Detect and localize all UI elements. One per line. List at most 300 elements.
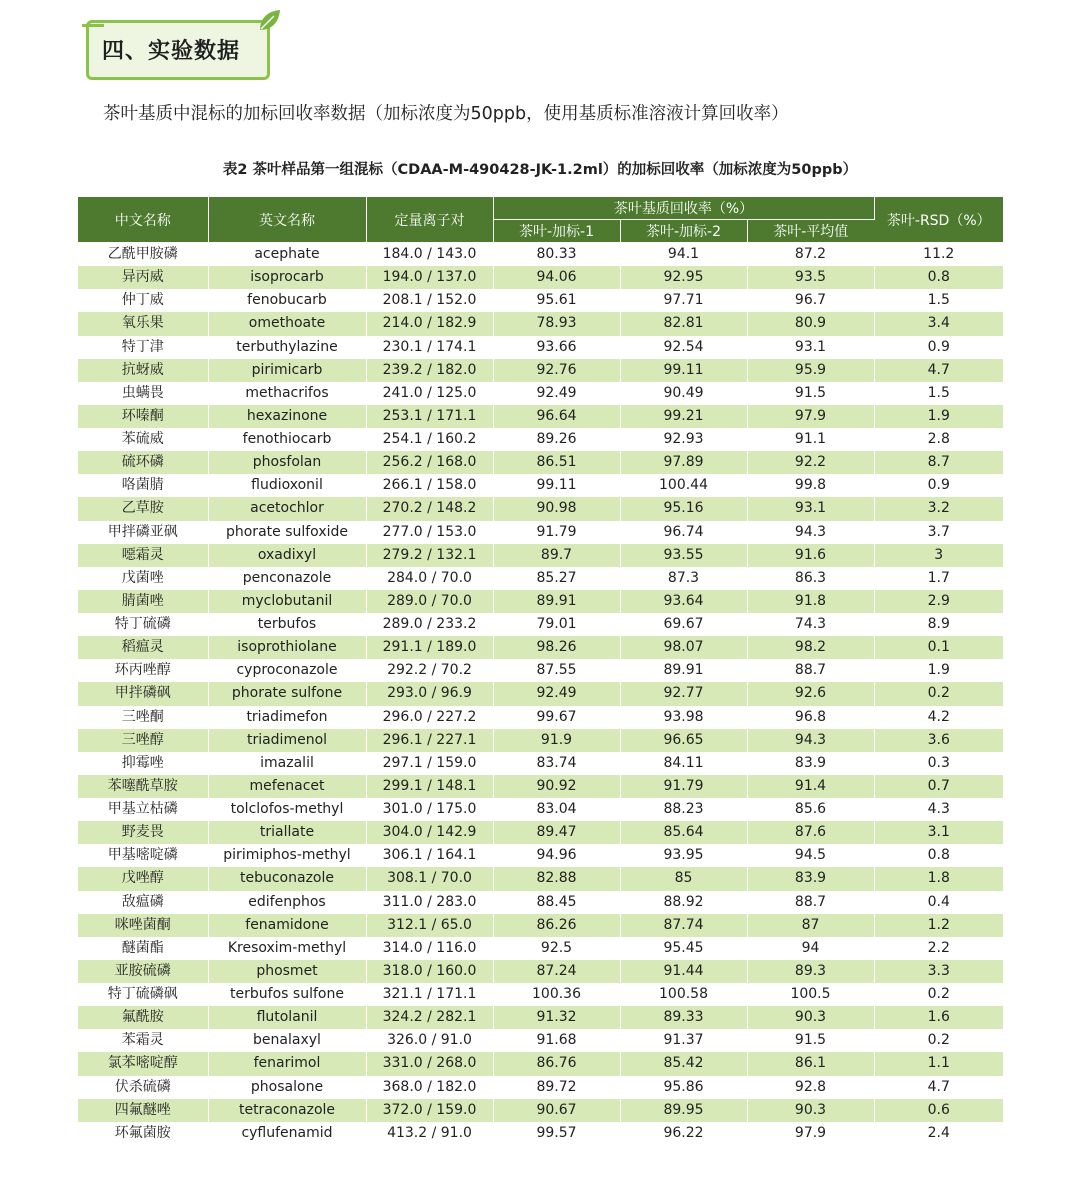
cell-average: 95.9 [747, 359, 874, 382]
cell-spike-2: 85 [620, 867, 747, 890]
cell-cn-name: 仲丁威 [78, 289, 208, 312]
cell-spike-1: 86.26 [493, 914, 620, 937]
cell-spike-2: 100.58 [620, 983, 747, 1006]
cell-average: 87.2 [747, 243, 874, 267]
cell-spike-2: 91.37 [620, 1029, 747, 1052]
cell-rsd: 1.5 [874, 382, 1003, 405]
table-row [78, 243, 1003, 267]
cell-en-name: triadimefon [208, 706, 366, 729]
cell-ion-pair: 306.1 / 164.1 [366, 844, 493, 867]
cell-spike-1: 89.91 [493, 590, 620, 613]
cell-rsd: 1.6 [874, 1006, 1003, 1029]
cell-rsd: 4.2 [874, 706, 1003, 729]
cell-spike-2: 89.33 [620, 1006, 747, 1029]
cell-spike-1: 93.66 [493, 336, 620, 359]
cell-cn-name: 乙草胺 [78, 497, 208, 520]
cell-average: 83.9 [747, 867, 874, 890]
cell-average: 96.7 [747, 289, 874, 312]
cell-ion-pair: 279.2 / 132.1 [366, 544, 493, 567]
cell-average: 91.5 [747, 382, 874, 405]
cell-cn-name: 戊唑醇 [78, 867, 208, 890]
header-recovery-group: 茶叶基质回收率（%） [493, 197, 874, 220]
cell-spike-1: 99.57 [493, 1122, 620, 1145]
cell-ion-pair: 331.0 / 268.0 [366, 1052, 493, 1075]
section-title: 四、实验数据 [102, 39, 241, 64]
cell-average: 88.7 [747, 659, 874, 682]
cell-rsd: 0.3 [874, 752, 1003, 775]
cell-spike-2: 84.11 [620, 752, 747, 775]
cell-spike-1: 79.01 [493, 613, 620, 636]
header-spike-2: 茶叶-加标-2 [620, 220, 747, 243]
cell-spike-1: 90.92 [493, 775, 620, 798]
cell-spike-1: 96.64 [493, 405, 620, 428]
table-row [78, 474, 1003, 497]
cell-spike-1: 87.24 [493, 960, 620, 983]
cell-rsd: 0.1 [874, 636, 1003, 659]
cell-en-name: myclobutanil [208, 590, 366, 613]
cell-ion-pair: 270.2 / 148.2 [366, 497, 493, 520]
cell-spike-1: 99.67 [493, 706, 620, 729]
cell-spike-2: 92.93 [620, 428, 747, 451]
cell-en-name: fludioxonil [208, 474, 366, 497]
cell-en-name: fenobucarb [208, 289, 366, 312]
header-en-name: 英文名称 [208, 197, 366, 243]
cell-spike-1: 91.32 [493, 1006, 620, 1029]
header-spike-1: 茶叶-加标-1 [493, 220, 620, 243]
cell-rsd: 0.2 [874, 682, 1003, 705]
table-row [78, 312, 1003, 335]
cell-cn-name: 敌瘟磷 [78, 891, 208, 914]
cell-ion-pair: 289.0 / 233.2 [366, 613, 493, 636]
table-row [78, 1122, 1003, 1145]
table-row [78, 405, 1003, 428]
cell-ion-pair: 293.0 / 96.9 [366, 682, 493, 705]
cell-spike-1: 95.61 [493, 289, 620, 312]
cell-ion-pair: 326.0 / 91.0 [366, 1029, 493, 1052]
cell-spike-2: 97.71 [620, 289, 747, 312]
cell-spike-2: 96.74 [620, 521, 747, 544]
table-row [78, 775, 1003, 798]
table-row [78, 636, 1003, 659]
cell-average: 91.5 [747, 1029, 874, 1052]
cell-average: 91.6 [747, 544, 874, 567]
cell-spike-1: 90.98 [493, 497, 620, 520]
cell-spike-1: 99.11 [493, 474, 620, 497]
cell-spike-1: 89.26 [493, 428, 620, 451]
cell-ion-pair: 291.1 / 189.0 [366, 636, 493, 659]
cell-spike-1: 91.79 [493, 521, 620, 544]
cell-rsd: 2.9 [874, 590, 1003, 613]
cell-average: 88.7 [747, 891, 874, 914]
cell-spike-2: 98.07 [620, 636, 747, 659]
cell-ion-pair: 299.1 / 148.1 [366, 775, 493, 798]
cell-ion-pair: 214.0 / 182.9 [366, 312, 493, 335]
cell-spike-2: 88.23 [620, 798, 747, 821]
table-row [78, 1052, 1003, 1075]
table-row [78, 706, 1003, 729]
cell-spike-1: 83.74 [493, 752, 620, 775]
cell-rsd: 0.6 [874, 1099, 1003, 1122]
cell-spike-1: 90.67 [493, 1099, 620, 1122]
table-row [78, 729, 1003, 752]
cell-ion-pair: 324.2 / 282.1 [366, 1006, 493, 1029]
header-cn-name: 中文名称 [78, 197, 208, 243]
cell-en-name: triadimenol [208, 729, 366, 752]
cell-cn-name: 咯菌腈 [78, 474, 208, 497]
cell-rsd: 1.5 [874, 289, 1003, 312]
cell-spike-2: 95.86 [620, 1076, 747, 1099]
cell-spike-2: 99.21 [620, 405, 747, 428]
cell-spike-2: 95.45 [620, 937, 747, 960]
cell-ion-pair: 297.1 / 159.0 [366, 752, 493, 775]
cell-cn-name: 甲基嘧啶磷 [78, 844, 208, 867]
table-row [78, 867, 1003, 890]
cell-ion-pair: 314.0 / 116.0 [366, 937, 493, 960]
cell-rsd: 3.2 [874, 497, 1003, 520]
cell-cn-name: 苯霜灵 [78, 1029, 208, 1052]
cell-spike-1: 98.26 [493, 636, 620, 659]
cell-spike-2: 69.67 [620, 613, 747, 636]
cell-spike-1: 92.76 [493, 359, 620, 382]
cell-rsd: 4.7 [874, 1076, 1003, 1099]
cell-rsd: 3 [874, 544, 1003, 567]
cell-spike-2: 87.74 [620, 914, 747, 937]
cell-ion-pair: 289.0 / 70.0 [366, 590, 493, 613]
cell-cn-name: 环丙唑醇 [78, 659, 208, 682]
table-row [78, 266, 1003, 289]
cell-average: 90.3 [747, 1099, 874, 1122]
cell-en-name: isoprocarb [208, 266, 366, 289]
cell-spike-1: 88.45 [493, 891, 620, 914]
cell-spike-1: 89.47 [493, 821, 620, 844]
cell-cn-name: 甲拌磷砜 [78, 682, 208, 705]
table-row [78, 1099, 1003, 1122]
cell-spike-1: 87.55 [493, 659, 620, 682]
cell-rsd: 0.4 [874, 891, 1003, 914]
cell-spike-2: 91.79 [620, 775, 747, 798]
cell-ion-pair: 311.0 / 283.0 [366, 891, 493, 914]
cell-rsd: 2.4 [874, 1122, 1003, 1145]
cell-spike-1: 92.49 [493, 682, 620, 705]
cell-average: 100.5 [747, 983, 874, 1006]
cell-spike-2: 89.91 [620, 659, 747, 682]
cell-rsd: 3.7 [874, 521, 1003, 544]
table-row [78, 682, 1003, 705]
cell-average: 97.9 [747, 1122, 874, 1145]
cell-cn-name: 亚胺硫磷 [78, 960, 208, 983]
cell-average: 93.1 [747, 336, 874, 359]
table-row [78, 844, 1003, 867]
cell-rsd: 2.8 [874, 428, 1003, 451]
cell-cn-name: 氯苯嘧啶醇 [78, 1052, 208, 1075]
table-row [78, 359, 1003, 382]
cell-average: 94.3 [747, 729, 874, 752]
cell-average: 85.6 [747, 798, 874, 821]
cell-cn-name: 乙酰甲胺磷 [78, 243, 208, 267]
cell-ion-pair: 312.1 / 65.0 [366, 914, 493, 937]
table-row [78, 960, 1003, 983]
table-row [78, 914, 1003, 937]
cell-en-name: cyflufenamid [208, 1122, 366, 1145]
cell-spike-2: 90.49 [620, 382, 747, 405]
cell-average: 87.6 [747, 821, 874, 844]
cell-spike-2: 92.54 [620, 336, 747, 359]
cell-rsd: 3.3 [874, 960, 1003, 983]
cell-spike-1: 91.9 [493, 729, 620, 752]
cell-rsd: 0.2 [874, 1029, 1003, 1052]
table-caption: 表2 茶叶样品第一组混标（CDAA-M-490428-JK-1.2ml）的加标回收率（加标浓度为50ppb） [222, 162, 858, 178]
cell-ion-pair: 253.1 / 171.1 [366, 405, 493, 428]
cell-en-name: acephate [208, 243, 366, 267]
cell-rsd: 0.8 [874, 266, 1003, 289]
cell-spike-2: 100.44 [620, 474, 747, 497]
table-row [78, 382, 1003, 405]
cell-cn-name: 环嗪酮 [78, 405, 208, 428]
cell-spike-2: 95.16 [620, 497, 747, 520]
cell-spike-2: 87.3 [620, 567, 747, 590]
cell-rsd: 0.7 [874, 775, 1003, 798]
leaf-icon [256, 8, 282, 34]
cell-spike-2: 99.11 [620, 359, 747, 382]
cell-rsd: 1.1 [874, 1052, 1003, 1075]
cell-ion-pair: 277.0 / 153.0 [366, 521, 493, 544]
cell-cn-name: 硫环磷 [78, 451, 208, 474]
cell-spike-2: 82.81 [620, 312, 747, 335]
cell-en-name: tolclofos-methyl [208, 798, 366, 821]
cell-spike-1: 92.5 [493, 937, 620, 960]
cell-cn-name: 四氟醚唑 [78, 1099, 208, 1122]
cell-ion-pair: 296.0 / 227.2 [366, 706, 493, 729]
cell-ion-pair: 308.1 / 70.0 [366, 867, 493, 890]
cell-spike-2: 96.65 [620, 729, 747, 752]
cell-average: 74.3 [747, 613, 874, 636]
table-row [78, 613, 1003, 636]
cell-average: 90.3 [747, 1006, 874, 1029]
cell-en-name: imazalil [208, 752, 366, 775]
cell-cn-name: 稻瘟灵 [78, 636, 208, 659]
cell-ion-pair: 241.0 / 125.0 [366, 382, 493, 405]
cell-ion-pair: 321.1 / 171.1 [366, 983, 493, 1006]
cell-rsd: 11.2 [874, 243, 1003, 267]
cell-rsd: 3.6 [874, 729, 1003, 752]
cell-cn-name: 抑霉唑 [78, 752, 208, 775]
cell-spike-2: 93.98 [620, 706, 747, 729]
cell-en-name: phosalone [208, 1076, 366, 1099]
cell-rsd: 0.9 [874, 474, 1003, 497]
cell-spike-1: 86.51 [493, 451, 620, 474]
cell-ion-pair: 292.2 / 70.2 [366, 659, 493, 682]
cell-cn-name: 三唑酮 [78, 706, 208, 729]
cell-spike-1: 80.33 [493, 243, 620, 267]
cell-rsd: 8.9 [874, 613, 1003, 636]
cell-en-name: phosmet [208, 960, 366, 983]
cell-en-name: terbuthylazine [208, 336, 366, 359]
cell-cn-name: 伏杀硫磷 [78, 1076, 208, 1099]
header-rsd: 茶叶-RSD（%） [874, 197, 1003, 243]
cell-rsd: 3.1 [874, 821, 1003, 844]
cell-average: 93.5 [747, 266, 874, 289]
cell-rsd: 0.2 [874, 983, 1003, 1006]
cell-en-name: terbufos [208, 613, 366, 636]
cell-en-name: phosfolan [208, 451, 366, 474]
table-row [78, 1006, 1003, 1029]
cell-average: 97.9 [747, 405, 874, 428]
cell-cn-name: 戊菌唑 [78, 567, 208, 590]
cell-spike-1: 89.72 [493, 1076, 620, 1099]
table-body [78, 243, 1003, 1145]
cell-spike-2: 85.42 [620, 1052, 747, 1075]
cell-cn-name: 苯硫威 [78, 428, 208, 451]
cell-en-name: terbufos sulfone [208, 983, 366, 1006]
cell-en-name: fenarimol [208, 1052, 366, 1075]
cell-average: 86.3 [747, 567, 874, 590]
table-row [78, 336, 1003, 359]
cell-rsd: 0.9 [874, 336, 1003, 359]
cell-spike-2: 93.55 [620, 544, 747, 567]
cell-average: 94 [747, 937, 874, 960]
cell-spike-2: 92.95 [620, 266, 747, 289]
cell-cn-name: 甲拌磷亚砜 [78, 521, 208, 544]
cell-en-name: phorate sulfone [208, 682, 366, 705]
cell-ion-pair: 368.0 / 182.0 [366, 1076, 493, 1099]
cell-spike-2: 92.77 [620, 682, 747, 705]
cell-en-name: mefenacet [208, 775, 366, 798]
table-row [78, 937, 1003, 960]
cell-rsd: 4.3 [874, 798, 1003, 821]
cell-spike-1: 94.06 [493, 266, 620, 289]
cell-ion-pair: 254.1 / 160.2 [366, 428, 493, 451]
cell-spike-2: 93.95 [620, 844, 747, 867]
cell-en-name: pirimicarb [208, 359, 366, 382]
cell-spike-2: 96.22 [620, 1122, 747, 1145]
cell-ion-pair: 296.1 / 227.1 [366, 729, 493, 752]
table-row [78, 497, 1003, 520]
cell-rsd: 8.7 [874, 451, 1003, 474]
cell-cn-name: 特丁津 [78, 336, 208, 359]
table-row [78, 521, 1003, 544]
cell-rsd: 1.7 [874, 567, 1003, 590]
cell-spike-1: 85.27 [493, 567, 620, 590]
cell-average: 86.1 [747, 1052, 874, 1075]
cell-en-name: benalaxyl [208, 1029, 366, 1052]
cell-cn-name: 三唑醇 [78, 729, 208, 752]
table-row [78, 428, 1003, 451]
cell-rsd: 3.4 [874, 312, 1003, 335]
cell-spike-1: 83.04 [493, 798, 620, 821]
section-badge-tab [82, 12, 104, 27]
cell-en-name: edifenphos [208, 891, 366, 914]
cell-average: 83.9 [747, 752, 874, 775]
cell-ion-pair: 194.0 / 137.0 [366, 266, 493, 289]
cell-cn-name: 特丁硫磷 [78, 613, 208, 636]
table-row [78, 798, 1003, 821]
table-row [78, 590, 1003, 613]
cell-en-name: hexazinone [208, 405, 366, 428]
cell-en-name: triallate [208, 821, 366, 844]
cell-en-name: phorate sulfoxide [208, 521, 366, 544]
cell-average: 89.3 [747, 960, 874, 983]
header-ion-pair: 定量离子对 [366, 197, 493, 243]
cell-en-name: tebuconazole [208, 867, 366, 890]
cell-spike-2: 91.44 [620, 960, 747, 983]
cell-rsd: 1.9 [874, 405, 1003, 428]
table-row [78, 289, 1003, 312]
cell-rsd: 1.8 [874, 867, 1003, 890]
cell-cn-name: 噁霜灵 [78, 544, 208, 567]
cell-average: 91.4 [747, 775, 874, 798]
cell-cn-name: 甲基立枯磷 [78, 798, 208, 821]
cell-ion-pair: 304.0 / 142.9 [366, 821, 493, 844]
table-row [78, 983, 1003, 1006]
cell-ion-pair: 239.2 / 182.0 [366, 359, 493, 382]
cell-cn-name: 异丙威 [78, 266, 208, 289]
cell-spike-2: 94.1 [620, 243, 747, 267]
cell-ion-pair: 301.0 / 175.0 [366, 798, 493, 821]
table-row [78, 544, 1003, 567]
cell-en-name: Kresoxim-methyl [208, 937, 366, 960]
cell-spike-1: 94.96 [493, 844, 620, 867]
cell-average: 96.8 [747, 706, 874, 729]
cell-average: 94.5 [747, 844, 874, 867]
cell-ion-pair: 266.1 / 158.0 [366, 474, 493, 497]
cell-en-name: fenamidone [208, 914, 366, 937]
cell-cn-name: 氧乐果 [78, 312, 208, 335]
table-row [78, 567, 1003, 590]
cell-spike-2: 89.95 [620, 1099, 747, 1122]
recovery-table [78, 197, 1003, 1145]
cell-average: 93.1 [747, 497, 874, 520]
cell-ion-pair: 208.1 / 152.0 [366, 289, 493, 312]
cell-spike-2: 85.64 [620, 821, 747, 844]
cell-spike-1: 86.76 [493, 1052, 620, 1075]
cell-en-name: methacrifos [208, 382, 366, 405]
cell-rsd: 2.2 [874, 937, 1003, 960]
cell-cn-name: 特丁硫磷砜 [78, 983, 208, 1006]
cell-ion-pair: 256.2 / 168.0 [366, 451, 493, 474]
cell-cn-name: 野麦畏 [78, 821, 208, 844]
cell-rsd: 4.7 [874, 359, 1003, 382]
cell-average: 91.8 [747, 590, 874, 613]
cell-rsd: 1.9 [874, 659, 1003, 682]
cell-ion-pair: 184.0 / 143.0 [366, 243, 493, 267]
cell-cn-name: 氟酰胺 [78, 1006, 208, 1029]
cell-cn-name: 醚菌酯 [78, 937, 208, 960]
cell-spike-2: 88.92 [620, 891, 747, 914]
cell-cn-name: 抗蚜威 [78, 359, 208, 382]
cell-cn-name: 咪唑菌酮 [78, 914, 208, 937]
cell-en-name: acetochlor [208, 497, 366, 520]
cell-average: 92.8 [747, 1076, 874, 1099]
cell-en-name: tetraconazole [208, 1099, 366, 1122]
cell-en-name: oxadixyl [208, 544, 366, 567]
cell-cn-name: 腈菌唑 [78, 590, 208, 613]
table-row [78, 1076, 1003, 1099]
cell-spike-2: 97.89 [620, 451, 747, 474]
cell-en-name: flutolanil [208, 1006, 366, 1029]
cell-spike-1: 92.49 [493, 382, 620, 405]
cell-en-name: omethoate [208, 312, 366, 335]
table-row [78, 891, 1003, 914]
cell-average: 92.6 [747, 682, 874, 705]
cell-average: 80.9 [747, 312, 874, 335]
cell-en-name: cyproconazole [208, 659, 366, 682]
cell-rsd: 1.2 [874, 914, 1003, 937]
table-row [78, 1029, 1003, 1052]
cell-cn-name: 虫螨畏 [78, 382, 208, 405]
table-row [78, 659, 1003, 682]
section-badge [86, 20, 270, 80]
cell-en-name: isoprothiolane [208, 636, 366, 659]
